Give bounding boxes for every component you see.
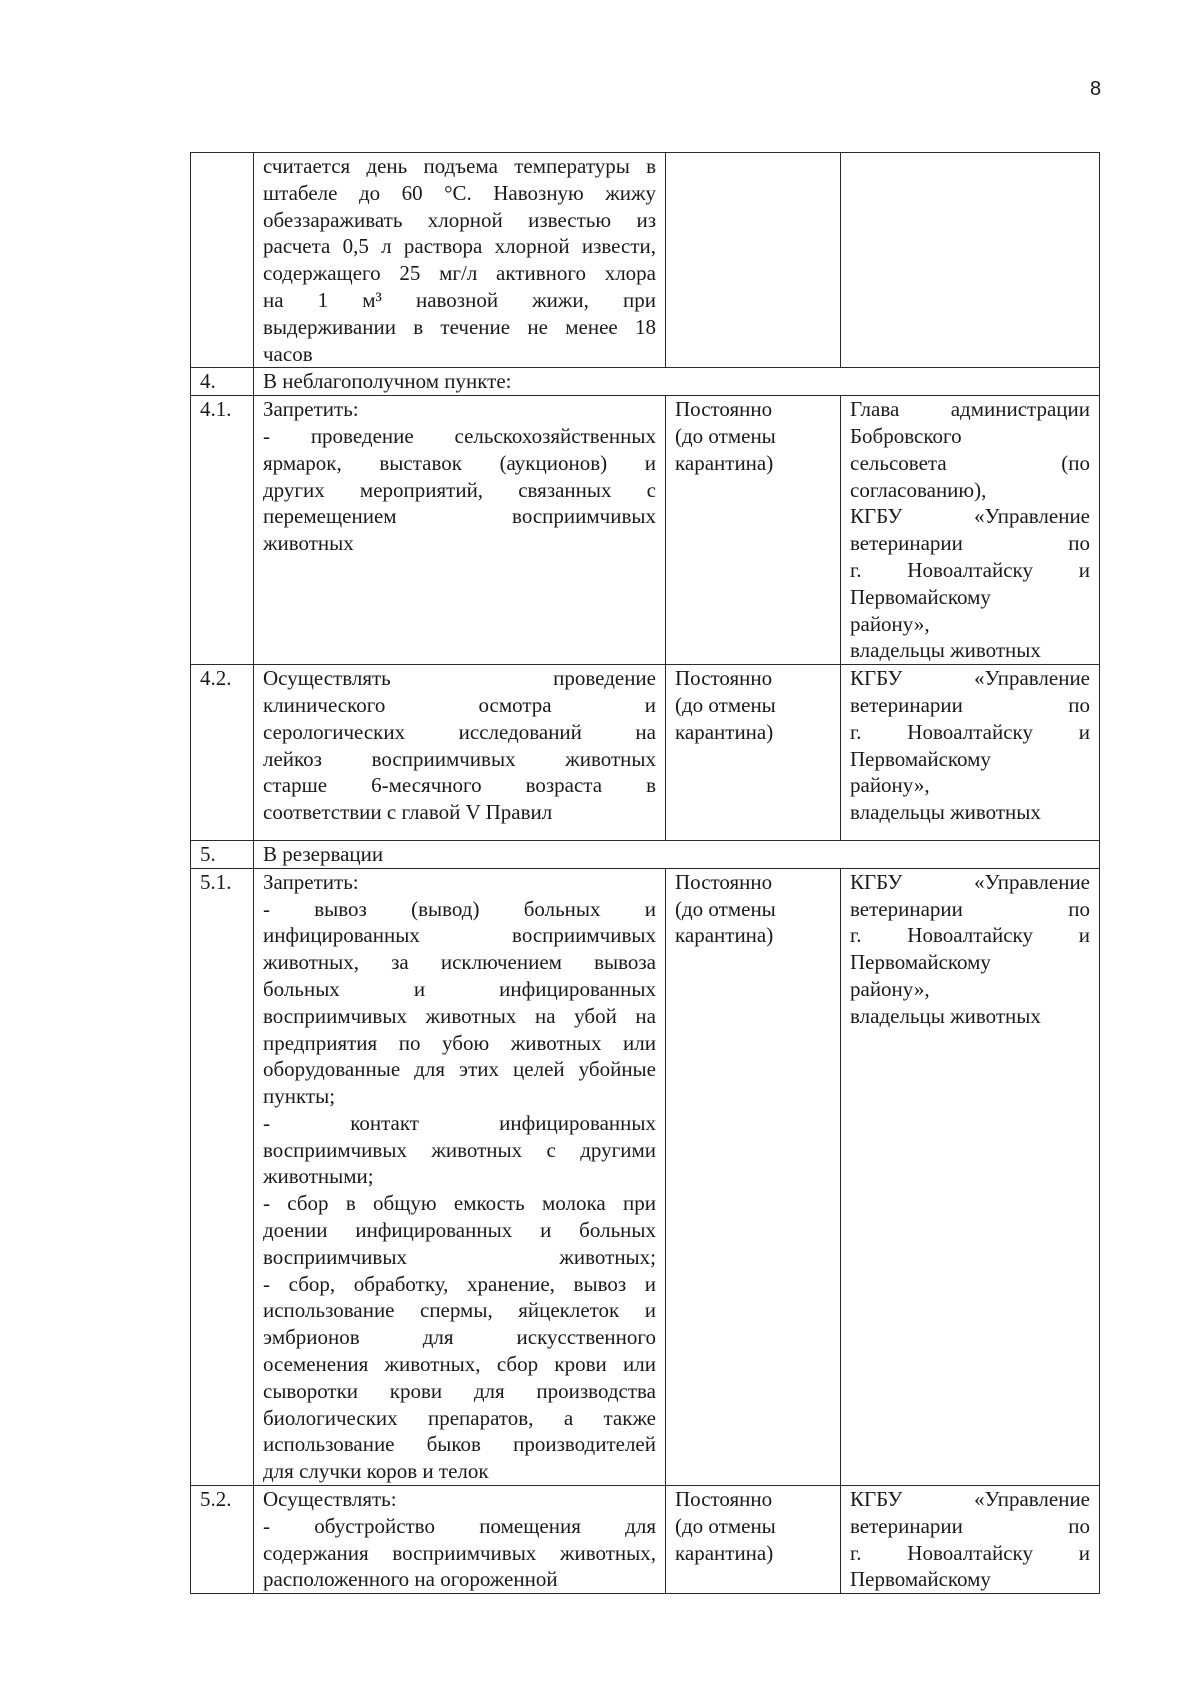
table-row (191, 153, 1100, 368)
measure-text-line: - сбор в общую емкость молока при (263, 1191, 656, 1216)
measure-text-line: часов (263, 341, 313, 366)
row-number: 5. (191, 840, 254, 868)
term-text (666, 868, 841, 1485)
responsible-text (841, 868, 1100, 1485)
measure-text-line: Запретить: (263, 397, 359, 422)
measure-text-line: перемещением восприимчивых (263, 504, 656, 529)
measure-text-line: штабеле до 60 °С. Навозную жижу (263, 180, 656, 205)
responsible-text-line: району», (850, 976, 930, 1001)
measure-text-line: Осуществлять: (263, 1487, 397, 1512)
responsible-text-line: ветеринарии по (850, 531, 1090, 556)
responsible-text-line: КГБУ «Управление (850, 504, 1090, 529)
row-number: 5.2. (191, 1486, 254, 1594)
row-number: 5.1. (191, 868, 254, 1485)
responsible-text-line: сельсовета (по (850, 450, 1090, 475)
measure-text-line: содержания восприимчивых животных, (263, 1540, 656, 1565)
measure-text (254, 153, 666, 368)
term-text-line: (до отмены (675, 1513, 776, 1538)
measure-text-line: животных (263, 531, 354, 556)
measure-text-line: расположенного на огороженной (263, 1567, 558, 1592)
measure-text-line: инфицированных восприимчивых (263, 923, 656, 948)
responsible-text-line: КГБУ «Управление (850, 1487, 1090, 1512)
responsible-text-line: г. Новоалтайску и (850, 1540, 1090, 1565)
responsible-text-line: ветеринарии по (850, 1513, 1090, 1538)
measure-text (254, 396, 666, 665)
measure-text-line: лейкоз восприимчивых животных (263, 746, 656, 771)
term-text-line: (до отмены (675, 896, 776, 921)
measure-text-line: больных и инфицированных (263, 976, 656, 1001)
responsible-text-line: ветеринарии по (850, 692, 1090, 717)
measure-text-line: доении инфицированных и больных (263, 1218, 656, 1243)
measure-text-line: серологических исследований на (263, 719, 656, 744)
measure-text-line: использование быков производителей (263, 1432, 656, 1457)
measure-text-line: выдерживании в течение не менее 18 (263, 314, 656, 339)
table-row (191, 1486, 1100, 1594)
responsible-text-line: владельцы животных (850, 1003, 1041, 1028)
measure-text-line: - проведение сельскохозяйственных (263, 423, 656, 448)
measure-text-line: использование спермы, яйцеклеток и (263, 1298, 656, 1323)
term-text-line: (до отмены (675, 423, 776, 448)
responsible-text-line: КГБУ «Управление (850, 869, 1090, 894)
term-text-line: Постоянно (675, 1487, 773, 1512)
responsible-text-line: владельцы животных (850, 638, 1041, 663)
responsible-text-line: району», (850, 773, 930, 798)
responsible-text-line: Бобровского (850, 423, 962, 448)
page-number: 8 (1090, 78, 1102, 100)
measure-text (254, 1486, 666, 1594)
term-text-line: карантина) (675, 1540, 774, 1565)
responsible-text-line: Первомайскому (850, 746, 991, 771)
measure-text-line: Осуществлять проведение (263, 666, 656, 691)
measure-text-line: обеззараживать хлорной известью из (263, 207, 656, 232)
measure-text-line: для случки коров и телок (263, 1459, 489, 1484)
measure-text-line: животными; (263, 1164, 374, 1189)
measure-text-line: старше 6-месячного возраста в (263, 773, 656, 798)
measure-text (254, 868, 666, 1485)
measure-text-line: восприимчивых животных с другими (263, 1137, 656, 1162)
measure-text-line: считается день подъема температуры в (263, 154, 656, 178)
responsible-text (841, 1486, 1100, 1594)
measure-text-line: на 1 м³ навозной жижи, при (263, 287, 656, 312)
term-text (666, 665, 841, 841)
measure-text-line: предприятия по убою животных или (263, 1030, 656, 1055)
responsible-text-line: ветеринарии по (850, 896, 1090, 921)
responsible-text-line: владельцы животных (850, 800, 1041, 825)
term-text-line: карантина) (675, 923, 774, 948)
responsible-text-line: г. Новоалтайску и (850, 923, 1090, 948)
table-row (191, 868, 1100, 1485)
responsible-text-line: г. Новоалтайску и (850, 557, 1090, 582)
measure-text-line: - вывоз (вывод) больных и (263, 896, 656, 921)
measure-text-line: восприимчивых животных; (263, 1244, 656, 1269)
measure-text-line: восприимчивых животных на убой на (263, 1003, 656, 1028)
term-text-line: карантина) (675, 719, 774, 744)
measure-text-line: - обустройство помещения для (263, 1513, 656, 1538)
responsible-text-line: г. Новоалтайску и (850, 719, 1090, 744)
measure-text (254, 665, 666, 841)
term-text (666, 1486, 841, 1594)
measure-text-line: оборудованные для этих целей убойные (263, 1057, 656, 1082)
measure-text-line: других мероприятий, связанных с (263, 477, 656, 502)
table-row (191, 396, 1100, 665)
row-number: 4. (191, 368, 254, 396)
responsible-text-line: Первомайскому (850, 950, 991, 975)
section-title: В неблагополучном пункте: (254, 368, 1100, 396)
measure-text-line: клинического осмотра и (263, 692, 656, 717)
term-text-line: (до отмены (675, 692, 776, 717)
measure-text-line: эмбрионов для искусственного (263, 1325, 656, 1350)
responsible-text-line: Глава администрации (850, 397, 1090, 422)
measures-table-body (191, 153, 1100, 1594)
responsible-text (841, 396, 1100, 665)
measure-text-line: расчета 0,5 л раствора хлорной извести, (263, 234, 656, 259)
measure-text-line: - сбор, обработку, хранение, вывоз и (263, 1271, 656, 1296)
term-text-line: карантина) (675, 450, 774, 475)
responsible-text-line: Первомайскому (850, 584, 991, 609)
term-text-line: Постоянно (675, 666, 773, 691)
row-number (191, 153, 254, 368)
row-number: 4.1. (191, 396, 254, 665)
section-row (191, 840, 1100, 868)
measure-text-line: пункты; (263, 1084, 336, 1109)
term-text-line: Постоянно (675, 869, 773, 894)
term-text-line: Постоянно (675, 397, 773, 422)
responsible-text-line: согласованию), (850, 477, 987, 502)
measure-text-line: осеменения животных, сбор крови или (263, 1352, 656, 1377)
measure-text-line: содержащего 25 мг/л активного хлора (263, 261, 656, 286)
section-row (191, 368, 1100, 396)
measure-text-line: сыворотки крови для производства (263, 1378, 656, 1403)
measure-text-line: ярмарок, выставок (аукционов) и (263, 450, 656, 475)
term-text (666, 153, 841, 368)
row-number: 4.2. (191, 665, 254, 841)
table-row (191, 665, 1100, 841)
measure-text-line: Запретить: (263, 869, 359, 894)
measure-text-line: животных, за исключением вывоза (263, 950, 656, 975)
measures-table (190, 152, 1100, 1594)
section-title: В резервации (254, 840, 1100, 868)
term-text (666, 396, 841, 665)
responsible-text (841, 665, 1100, 841)
responsible-text-line: Первомайскому (850, 1567, 991, 1592)
measure-text-line: соответствии с главой V Правил (263, 800, 553, 825)
measure-text-line: биологических препаратов, а также (263, 1405, 656, 1430)
responsible-text (841, 153, 1100, 368)
responsible-text-line: КГБУ «Управление (850, 666, 1090, 691)
measure-text-line: - контакт инфицированных (263, 1110, 656, 1135)
responsible-text-line: району», (850, 611, 930, 636)
